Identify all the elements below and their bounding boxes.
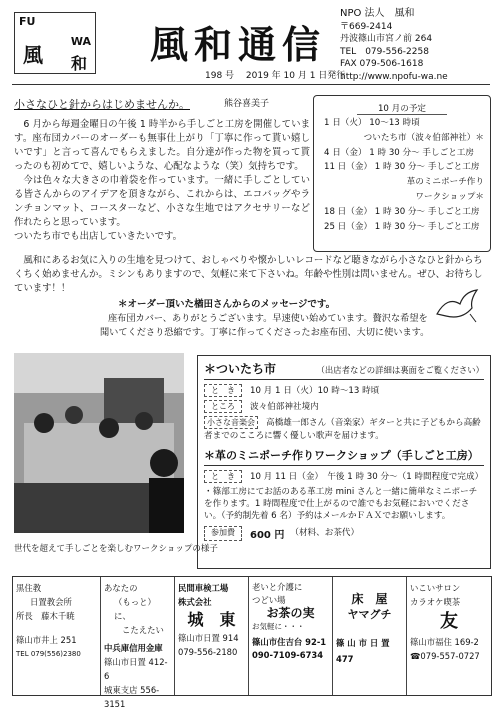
org-name: NPO 法人 風和 [340, 8, 415, 19]
schedule-title: 10 月の予定 [357, 102, 447, 115]
sponsor-line: 城東支店 556-3151 [104, 685, 160, 709]
logo-kanji-fu: 風 [23, 43, 43, 67]
sponsor-line: お気軽に・・・ [252, 622, 305, 631]
issue-number: 198 号 [205, 71, 235, 81]
sponsor-line: 477 [336, 654, 354, 664]
sponsor-bar [12, 576, 492, 709]
header-rule [12, 84, 490, 85]
sponsor-line: 所長 藤木千暁 [16, 611, 75, 621]
fee-label: 参加費 [204, 526, 242, 541]
sponsor-ochanomi [249, 577, 333, 695]
where-label: ところ [204, 400, 242, 413]
sponsor-name: 城 東 [187, 610, 236, 629]
sponsor-line: つどい場 [252, 595, 286, 605]
message-title: ＊オーダー頂いた楢田さんからのメッセージです。 [118, 299, 336, 310]
when-label: と き [204, 470, 242, 483]
org-address: 丹波篠山市宮ノ前 264 [340, 34, 433, 44]
sponsor-line: 篠山市日置 412-6 [104, 657, 168, 681]
sponsor-line: （もっと）に、 [114, 597, 156, 621]
schedule-row: 25 日（金） 1 時 30 分～ 手しごと工房 [324, 221, 480, 232]
schedule-box [313, 95, 491, 252]
schedule-row: 1 日（火） 10～13 時頃 [324, 118, 420, 128]
sponsor-line: 株式会社 [178, 597, 212, 607]
logo-kanji-wa: 和 [70, 54, 87, 73]
sponsor-line: 篠山市住吉台 92-1 [252, 637, 327, 647]
lead-author: 熊谷喜美子 [224, 99, 270, 109]
fee-note: （材料、お茶代） [290, 528, 360, 538]
sponsor-line: 079-556-2180 [178, 647, 238, 657]
event-box [197, 355, 491, 569]
lead-body [14, 118, 310, 244]
sponsor-kurozumikyo [13, 577, 101, 695]
sponsor-yamaguchi [333, 577, 407, 695]
newsletter-title: 風和通信 [150, 22, 327, 67]
lead-paragraph: 今は色々な大きさの巾着袋を作っています。一緒に手しごとしている皆さんからのアイデアを頂きながら、これからは、エコバッグやランチョンマット、コースターなど、小さな生地ではアクセサリーなど作れたらと思っています。 [14, 175, 310, 228]
lead-paragraph: 風和にあるお気に入りの生地を見つけて、おしゃべりや懐かしいレコードなど聴きながら小さなひと針からちくちく始めませんか。ミシンもありますので、気軽に来て下さいね。年齢や性別は問いません。ぜひ、お待ちしています！！ [14, 255, 483, 294]
logo-wa: WA [70, 35, 91, 48]
schedule-row: 革のミニポーチ作り [406, 177, 484, 188]
photo-caption: 世代を超えて手しごとを楽しむワークショップの様子 [14, 544, 218, 554]
sponsor-line: 篠山市福住 169-2 [410, 637, 479, 647]
sponsor-line: 篠 山 市 日 置 [336, 638, 390, 648]
sponsor-line: 090-7109-6734 [252, 650, 324, 660]
org-tel: TEL 079-556-2258 [340, 46, 429, 57]
message-line: 座布団カバー、ありがとうございます。早速使い始めています。贅沢な希望を [108, 313, 428, 324]
message-line: 聞いてくださり恐縮です。丁寧に作ってくださったお座布団、大切に使います。 [100, 327, 430, 338]
sponsor-name: お茶の実 [266, 606, 315, 620]
org-postal: 〒669-2414 [340, 21, 393, 32]
music-label: 小さな音楽会 [204, 416, 258, 429]
sponsor-name: 床 屋 [351, 592, 388, 606]
org-fax: FAX 079-506-1618 [340, 59, 424, 69]
logo-fu: FU [19, 15, 36, 28]
schedule-row: ワークショップ＊ [415, 191, 484, 202]
issue-date: 2019 年 10 月 1 日発行 [245, 71, 346, 81]
dove-icon [432, 286, 482, 326]
logo [14, 12, 96, 74]
org-info [340, 8, 448, 83]
tsuitachi-music: 高橋雄一郎さん（音楽家）ギターと共に子どもから高齢者までのこころに響く優しい歌声を届けます。 [204, 418, 481, 441]
tsuitachi-title: ＊ついたち市 [204, 362, 277, 376]
sponsor-line: 日置教会所 [30, 597, 72, 607]
workshop-when: 10 月 11 日（金） 午後 1 時 30 分～（1 時間程度で完成） [250, 472, 484, 482]
schedule-row: 11 日（金） 1 時 30 分～ 手しごと工房 [324, 162, 480, 173]
sponsor-line: TEL 079(556)2380 [16, 650, 81, 658]
sponsor-line: 篠山市井上 251 [16, 635, 77, 645]
sponsor-line: 黒住教 [16, 583, 42, 593]
sponsor-line: あなたの [104, 583, 138, 593]
tsuitachi-when: 10 月 1 日（火）10 時～13 時頃 [250, 386, 380, 396]
lead-paragraph: ついたち市でも出店していきたいです。 [14, 231, 183, 242]
sponsor-name: 中兵庫信用金庫 [104, 643, 163, 653]
sponsor-line: ☎079-557-0727 [410, 651, 480, 661]
message-body [100, 312, 430, 340]
workshop-description: ・篠部工房にてお話のある革工房 mini さんと一緒に簡単なミニポーチを作ります。1 時間程度で仕上がるので誰でもお気軽においでください。（予約制先着 6 名）予約はメールかＦＡＸでお願いします。 [204, 487, 478, 521]
sponsor-line: いこいサロン [410, 583, 461, 593]
sponsor-tomo [407, 577, 491, 695]
workshop-title: ＊革のミニポーチ作りワークショップ（手しごと工房） [204, 449, 479, 462]
sponsor-line: カラオケ喫茶 [410, 597, 461, 607]
tsuitachi-note: （出店者などの詳細は裏面をご覧ください） [316, 365, 484, 375]
lead-closing [14, 254, 484, 296]
sponsor-name: ヤマグチ [347, 608, 392, 621]
sponsor-line: 民間車検工場 [178, 583, 229, 593]
lead-paragraph: 6 月から毎週金曜日の午後 1 時半から手しごと工房を開催しています。座布団カバーのオーダーも無事仕上がり「丁寧に作って貰い嬉しいです」と言って喜んでもらえました。自分達が作った物を買って貰ったのも初めてで、嬉しいような、心配なような（笑）気持ちです。 [14, 119, 310, 172]
org-url[interactable]: http://www.npofu-wa.ne [340, 71, 448, 82]
fee-value: 600 円 [250, 530, 285, 541]
schedule-row: 4 日（金） 1 時 30 分～ 手しごと工房 [324, 147, 474, 158]
sponsor-shinkin [101, 577, 175, 709]
schedule-row: 18 日（金） 1 時 30 分～ 手しごと工房 [324, 206, 480, 217]
sponsor-line: 老いと介護に [252, 582, 303, 592]
schedule-row: ついたち市（波々伯部神社）＊ [363, 132, 484, 143]
sponsor-line: こたえたい [122, 625, 164, 635]
tsuitachi-where: 波々伯部神社境内 [250, 402, 319, 412]
when-label: と き [204, 384, 242, 397]
sponsor-line: 篠山市日置 914 [178, 633, 239, 643]
issue-line [205, 68, 345, 81]
workshop-photo [14, 353, 184, 533]
lead-title: 小さなひと針からはじめませんか。 [14, 98, 190, 111]
sponsor-joto [175, 577, 249, 695]
sponsor-name: 友 [440, 611, 458, 632]
